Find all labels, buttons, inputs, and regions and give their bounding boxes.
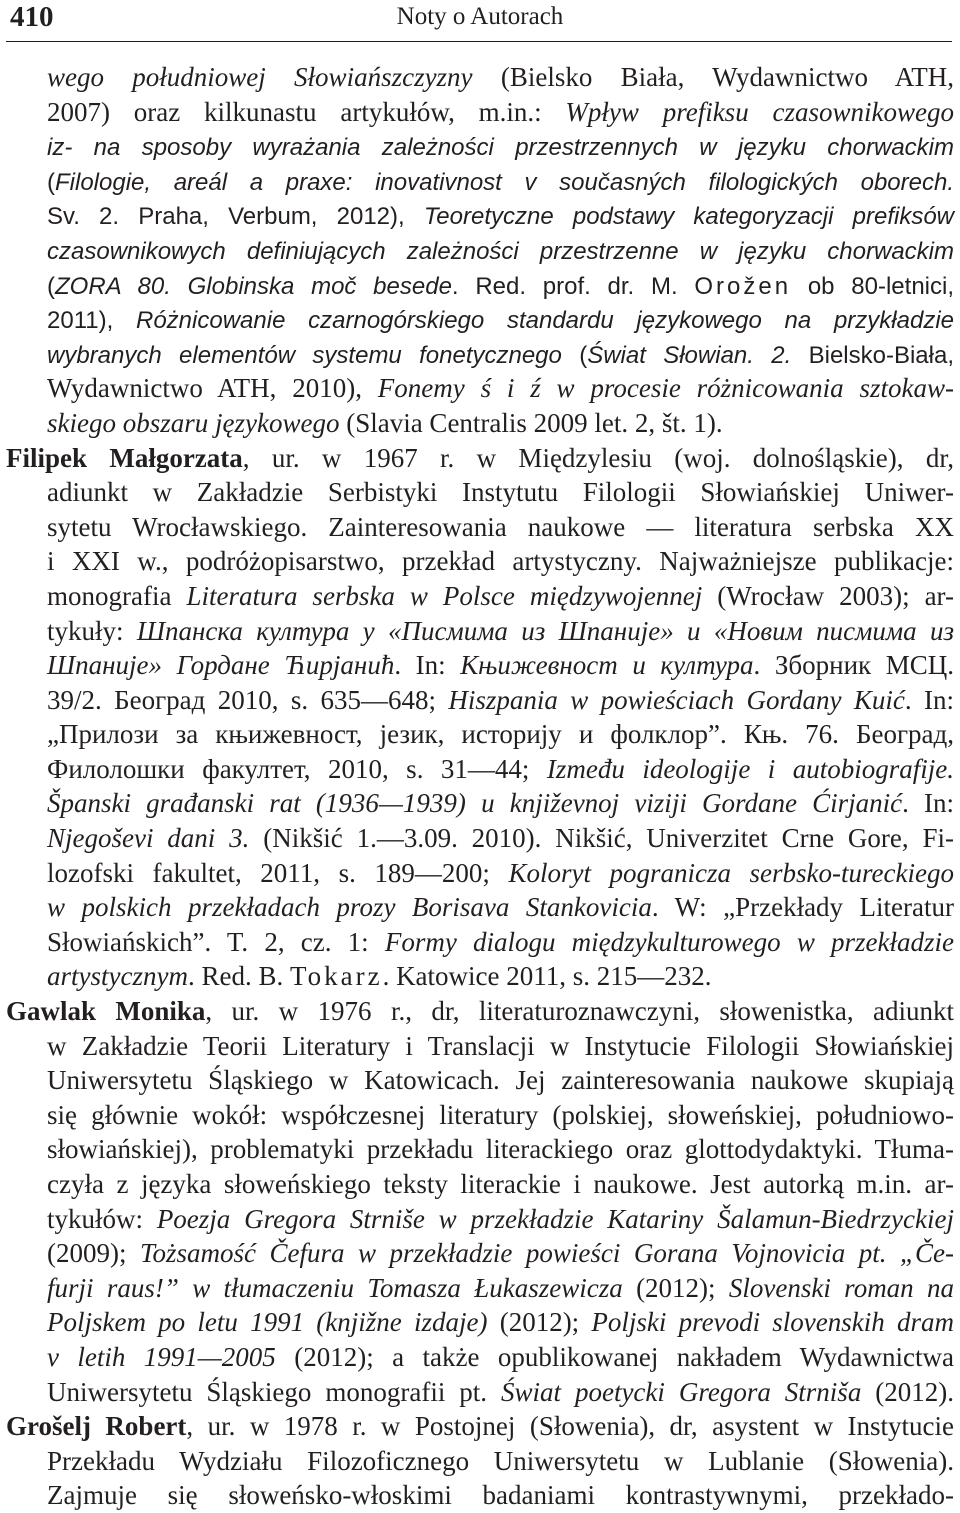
text-span: Literatura serbska w Polsce międzywojennej bbox=[186, 580, 703, 611]
text-span: Шпанска култура у «Писмима из Шпаније» и «Новим писмима из bbox=[136, 615, 954, 646]
text-line bbox=[47, 890, 954, 925]
text-span: Njegoševi dani 3. bbox=[47, 823, 250, 854]
text-line bbox=[47, 683, 954, 718]
text-span: Poezja Gregora Strniše w przekładzie Katariny Šalamun-Biedrzyckiej bbox=[156, 1203, 954, 1234]
text-span: słowiańskiej), problematyki przekładu literackiego oraz glottodydaktyki. Tłuma- bbox=[47, 1134, 954, 1165]
text-span: ( bbox=[561, 341, 588, 369]
text-span: . In: bbox=[394, 650, 461, 681]
running-head: Noty o Autorach bbox=[396, 3, 564, 30]
text-line bbox=[47, 544, 954, 579]
text-span: . Зборник МСЦ. bbox=[753, 650, 954, 681]
text-span: . In: bbox=[904, 684, 954, 715]
text-line bbox=[47, 198, 954, 233]
text-span: Tożsamość Čefura w przekładzie powieści Gorana Vojnovicia pt. „Če- bbox=[139, 1238, 955, 1269]
text-line bbox=[47, 925, 954, 960]
text-span: 39/2. Београд 2010, s. 635—648; bbox=[47, 684, 449, 715]
text-span: w Zakładzie Teorii Literatury i Translacji w Instytucie Filologii Słowiańskiej bbox=[47, 1030, 954, 1061]
text-line bbox=[47, 510, 954, 545]
text-span: Formy dialogu międzykulturowego w przekładzie bbox=[384, 926, 954, 957]
text-line bbox=[47, 371, 954, 406]
text-span: monografia bbox=[47, 580, 187, 611]
entry-first-line bbox=[6, 441, 954, 476]
text-span: Tokarz bbox=[289, 961, 383, 992]
text-line bbox=[47, 821, 954, 856]
text-line bbox=[47, 717, 954, 752]
text-line bbox=[47, 1236, 954, 1271]
text-line bbox=[47, 129, 954, 164]
text-line bbox=[47, 752, 954, 787]
text-span: Wydawnictwo ATH, 2010), bbox=[47, 373, 378, 404]
text-line bbox=[47, 1098, 954, 1133]
text-span: Orožen bbox=[694, 272, 792, 300]
text-span: Przekładu Wydziału Filozoficznego Uniwersytetu w Lublanie (Słowenia). bbox=[47, 1445, 954, 1476]
text-span: . Red. B. bbox=[187, 961, 290, 992]
text-span: Koloryt pogranicza serbsko-tureckiego bbox=[508, 857, 954, 888]
author-name: Filipek Małgorzata bbox=[6, 442, 243, 473]
author-name: Grošelj Robert bbox=[6, 1411, 187, 1442]
header-rule bbox=[6, 41, 952, 42]
text-span: (Slavia Centralis 2009 let. 2, št. 1). bbox=[339, 407, 723, 438]
text-span: Bielsko-Biała, bbox=[791, 341, 954, 369]
text-line bbox=[47, 95, 954, 130]
text-line bbox=[47, 1167, 954, 1202]
text-span: 2011), bbox=[47, 307, 136, 335]
text-span: . In: bbox=[902, 788, 954, 819]
text-span: Књижевност и култура bbox=[460, 650, 754, 681]
text-span: i XXI w., podróżopisarstwo, przekład artystyczny. Najważniejsze publikacje: bbox=[47, 546, 954, 577]
text-span: furji raus!” w tłumaczeniu Tomasza Łukaszewicza bbox=[47, 1272, 623, 1303]
text-span: w polskich przekładach prozy Borisava Stankovicia bbox=[47, 892, 652, 923]
page-header bbox=[0, 0, 960, 42]
text-span: (2012); bbox=[487, 1307, 592, 1338]
text-span: Sv. 2. Praha, Verbum, 2012), bbox=[47, 203, 424, 231]
text-line bbox=[47, 648, 954, 683]
text-span: tykułów: bbox=[47, 1203, 157, 1234]
text-span: czyła z języka słoweńskiego teksty literackie i naukowe. Jest autorką m.in. ar- bbox=[47, 1169, 954, 1199]
text-span: ( bbox=[47, 168, 55, 196]
text-span: Filologie, areál a praxe: inovativnost v současných filologických oborech. bbox=[55, 168, 954, 196]
text-span: czasownikowych definiujących zależności przestrzenne w języku chorwackim bbox=[47, 237, 954, 265]
text-line bbox=[47, 786, 954, 821]
text-line bbox=[47, 1202, 954, 1237]
text-span: się głównie wokół: współczesnej literatury (polskiej, słoweńskiej, południowo- bbox=[47, 1099, 954, 1130]
entry-first-line bbox=[6, 1409, 954, 1444]
text-span: (2012); a także opublikowanej nakładem Wydawnictwa bbox=[275, 1341, 954, 1372]
text-span: iz- na sposoby wyrażania zależności przestrzennych w języku chorwackim bbox=[47, 134, 954, 162]
text-span: . Katowice 2011, s. 215—232. bbox=[382, 961, 712, 992]
text-span: (2012); bbox=[622, 1272, 729, 1303]
text-span: Poljskem po letu 1991 (knjižne izdaje) bbox=[47, 1307, 488, 1338]
text-span: (2012). bbox=[861, 1376, 955, 1407]
text-span: Шпаније» Гордане Ћирјанић bbox=[47, 650, 395, 681]
text-span: ( bbox=[47, 272, 55, 300]
author-name: Gawlak Monika bbox=[6, 996, 206, 1027]
text-line bbox=[47, 475, 954, 510]
text-line bbox=[47, 1340, 954, 1375]
text-span: Teoretyczne podstawy kategoryzacji prefiksów bbox=[423, 203, 954, 231]
text-span: Филолошки факултет, 2010, s. 31—44; bbox=[47, 753, 547, 784]
text-span: Słowiańskich”. T. 2, cz. 1: bbox=[47, 926, 385, 957]
body-text bbox=[0, 60, 960, 1513]
text-line bbox=[47, 959, 954, 994]
text-span: , ur. w 1976 r., dr, literaturoznawczyni, słowenistka, adiunkt bbox=[205, 996, 954, 1027]
text-span: Fonemy ś i ź w procesie różnicowania sztokaw- bbox=[377, 373, 954, 404]
text-span: , ur. w 1967 r. w Międzylesiu (woj. dolnośląskie), dr, bbox=[242, 442, 954, 473]
entry-first-line bbox=[6, 994, 954, 1029]
text-line bbox=[47, 406, 954, 441]
text-span: Uniwersytetu Śląskiego w Katowicach. Jej zainteresowania naukowe skupiają bbox=[47, 1065, 954, 1096]
text-span: wybranych elementów systemu fonetycznego bbox=[47, 341, 562, 369]
text-span: Poljski prevodi slovenskih dram bbox=[591, 1307, 954, 1338]
text-line bbox=[47, 1305, 954, 1340]
text-span: skiego obszaru językowego bbox=[47, 407, 340, 438]
text-span: wego południowej Słowiańszczyzny bbox=[47, 62, 473, 92]
page-number: 410 bbox=[10, 1, 54, 33]
text-line bbox=[47, 60, 954, 95]
text-line bbox=[47, 1029, 954, 1064]
text-span: Wpływ prefiksu czasownikowego bbox=[565, 96, 954, 127]
text-line bbox=[47, 579, 954, 614]
text-line bbox=[47, 614, 954, 649]
text-line bbox=[47, 1375, 954, 1410]
text-line bbox=[47, 1444, 954, 1479]
text-span: (Bielsko Biała, Wydawnictwo ATH, bbox=[472, 62, 954, 92]
text-span: Świat poetycki Gregora Strniša bbox=[501, 1376, 862, 1407]
text-line bbox=[47, 1271, 954, 1306]
text-line bbox=[47, 1478, 954, 1513]
text-span: Świat Słowian. 2. bbox=[587, 341, 792, 369]
text-span: Španski građanski rat (1936—1939) u književnoj viziji Gordane Ćirjanić bbox=[47, 788, 903, 819]
text-line bbox=[47, 164, 954, 199]
text-span: Różnicowanie czarnogórskiego standardu językowego na przykładzie bbox=[136, 307, 955, 335]
text-line bbox=[47, 1063, 954, 1098]
text-span: ob 80-letnici, bbox=[791, 272, 954, 300]
text-span: adiunkt w Zakładzie Serbistyki Instytutu Filologii Słowiańskiej Uniwer- bbox=[47, 477, 954, 508]
text-line bbox=[47, 302, 954, 337]
text-line bbox=[47, 268, 954, 303]
text-line bbox=[47, 337, 954, 372]
text-span: (Wrocław 2003); ar- bbox=[702, 580, 954, 611]
text-span: artystycznym bbox=[47, 961, 188, 992]
text-span: ZORA 80. Globinska moč besede bbox=[55, 272, 452, 300]
text-span: „Прилози за књижевност, језик, историју и фолклор”. Књ. 76. Београд, bbox=[47, 719, 954, 750]
text-span: Slovenski roman na bbox=[728, 1272, 955, 1303]
text-line bbox=[47, 233, 954, 268]
text-span: Između ideologije i autobiografije. bbox=[546, 753, 954, 784]
text-line bbox=[47, 856, 954, 891]
text-span: (Nikšić 1.—3.09. 2010). Nikšić, Univerzitet Crne Gore, Fi- bbox=[249, 823, 954, 854]
text-span: , ur. w 1978 r. w Postojnej (Słowenia), dr, asystent w Instytucie bbox=[186, 1411, 954, 1442]
text-span: Zajmuje się słoweńsko-włoskimi badaniami kontrastywnymi, przekłado- bbox=[47, 1480, 954, 1511]
text-line bbox=[47, 1132, 954, 1167]
text-span: 2007) oraz kilkunastu artykułów, m.in.: bbox=[47, 96, 566, 127]
text-span: (2009); bbox=[47, 1238, 140, 1269]
text-span: lozofski fakultet, 2011, s. 189—200; bbox=[47, 857, 509, 888]
text-span: . W: „Przekłady Literatur bbox=[651, 892, 954, 923]
text-span: . Red. prof. dr. M. bbox=[451, 272, 695, 300]
text-span: Uniwersytetu Śląskiego monografii pt. bbox=[47, 1376, 501, 1407]
text-span: v letih 1991—2005 bbox=[47, 1341, 276, 1372]
text-span: sytetu Wrocławskiego. Zainteresowania naukowe — literatura serbska XX bbox=[47, 511, 954, 542]
text-span: tykuły: bbox=[47, 615, 137, 646]
text-span: Hiszpania w powieściach Gordany Kuić bbox=[448, 684, 905, 715]
